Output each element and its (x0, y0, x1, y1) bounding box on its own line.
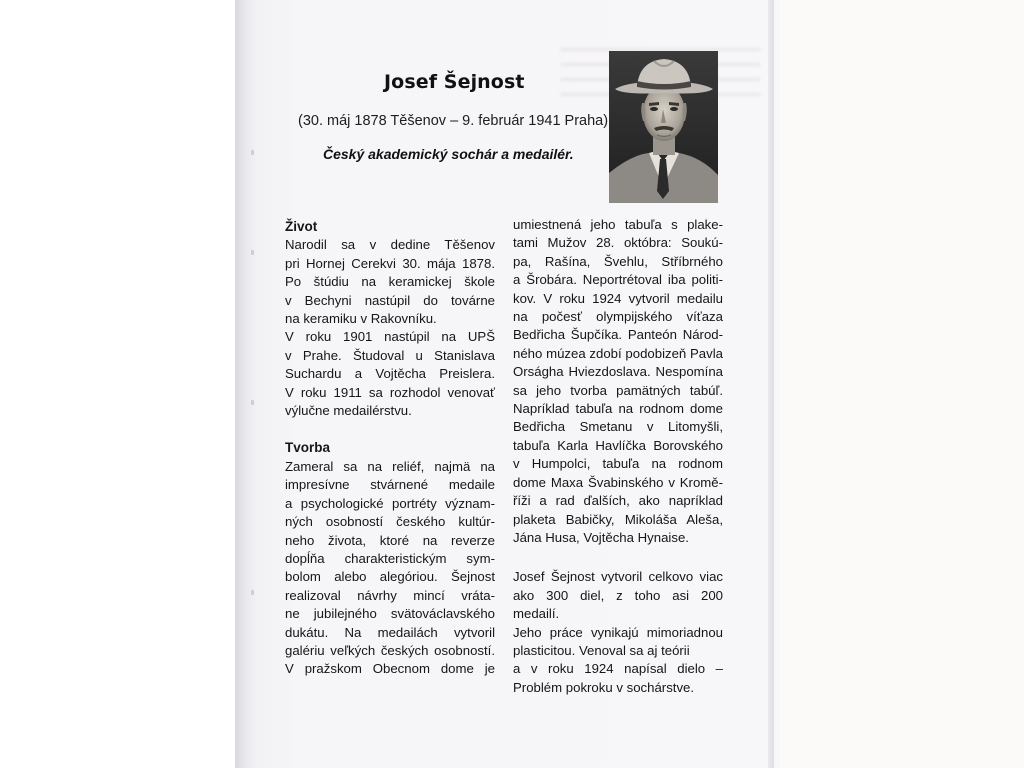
life-dates: (30. máj 1878 Těšenov – 9. február 1941 Praha) (298, 113, 609, 129)
text-line: umiestnená jeho tabuľa s plake- (513, 217, 723, 232)
text-line: Orságha Hviezdoslava. Nespomína (513, 364, 723, 380)
text-line: pa, Rašína, Švehlu, Stříbrného (513, 253, 723, 269)
section-heading-work: Tvorba (285, 440, 331, 456)
text-line: ne jubilejného svätováclavského (285, 606, 495, 622)
subtitle: Český akademický sochár a medailér. (323, 146, 574, 162)
text-line: Zameral sa na reliéf, najmä na (285, 458, 495, 474)
text-line: v Humpolci, tabuľa na rodnom (513, 456, 723, 472)
text-line: dopĺňa charakteristickým sym- (285, 550, 495, 566)
text-line: a v roku 1924 napísal dielo – (513, 661, 723, 677)
text-line: kov. V roku 1924 vytvoril medailu (513, 290, 723, 306)
text-line: tabuľa Karla Havlíčka Borovského (513, 437, 723, 453)
text-line: a Šrobára. Neportrétoval iba politi- (513, 272, 723, 288)
text-line: galériu veľkých českých osobností. (285, 642, 495, 658)
page-title: Josef Šejnost (384, 71, 525, 93)
text-line: neho života, ktoré na reverze (285, 532, 495, 548)
text-line: V pražskom Obecnom dome je (285, 661, 495, 677)
text-line: Problém pokroku v sochárstve. (513, 679, 695, 695)
background-surface (770, 0, 1024, 768)
text-line: Bedřicha Šupčíka. Panteón Národ- (513, 327, 723, 343)
text-line: na počesť olympijského víťaza (513, 309, 723, 325)
text-line: Jána Husa, Vojtěcha Hynaise. (513, 529, 689, 545)
text-line: říži a rad ďalších, ako napríklad (513, 493, 723, 509)
text-line: na keramiku v Rakovníku. (285, 311, 437, 327)
text-line: ných osobností českého kultúr- (285, 514, 495, 530)
text-line: Suchardu a Vojtěcha Preislera. (285, 366, 495, 382)
text-line: tami Mužov 28. októbra: Soukú- (513, 235, 723, 251)
text-line: Josef Šejnost vytvoril celkovo viac (513, 569, 723, 585)
text-line: a psychologické portréty význam- (285, 495, 495, 511)
left-column (285, 218, 495, 679)
text-line: realizoval návrhy mincí vráta- (285, 587, 495, 603)
page-edge (768, 0, 774, 768)
section-heading-life: Život (285, 219, 318, 234)
text-line: Bedřicha Smetanu v Litomyšli, (513, 419, 723, 435)
portrait-photo-icon (609, 51, 718, 203)
text-line: bolom alebo alegóriou. Šejnost (285, 569, 495, 585)
text-line: Po štúdiu na keramickej škole (285, 274, 495, 290)
text-line: V roku 1911 sa rozhodol venovať (285, 384, 495, 400)
text-line: ako 300 diel, z toho asi 200 medailí. (513, 587, 723, 622)
text-line: dukátu. Na medailách vytvoril (285, 624, 495, 640)
text-line: impresívne stvárnené medaile (285, 477, 495, 493)
text-line: plasticitou. Venoval sa aj teórii (513, 642, 690, 658)
text-line: Narodil sa v dedine Těšenov (285, 237, 495, 253)
text-line: V roku 1901 nastúpil na UPŠ (285, 329, 495, 345)
text-line: pri Hornej Cerekvi 30. mája 1878. (285, 255, 495, 271)
text-line: v Prahe. Študoval u Stanislava (285, 347, 495, 363)
text-line: dome Maxa Švabinského v Kromě- (513, 474, 723, 490)
text-line: Napríklad tabuľa na rodnom dome (513, 401, 723, 417)
text-line: v Bechyni nastúpil do továrne (285, 292, 495, 308)
text-line: plaketa Babičky, Mikoláša Aleša, (513, 511, 723, 527)
right-column (513, 216, 723, 697)
text-line: ného múzea zdobí podobizeň Pavla (513, 345, 723, 361)
text-line: výlučne medailérstvu. (285, 403, 412, 419)
text-line: sa jeho tvorba pamätných tabúľ. (513, 382, 723, 398)
text-line: Jeho práce vynikajú mimoriadnou (513, 624, 723, 640)
